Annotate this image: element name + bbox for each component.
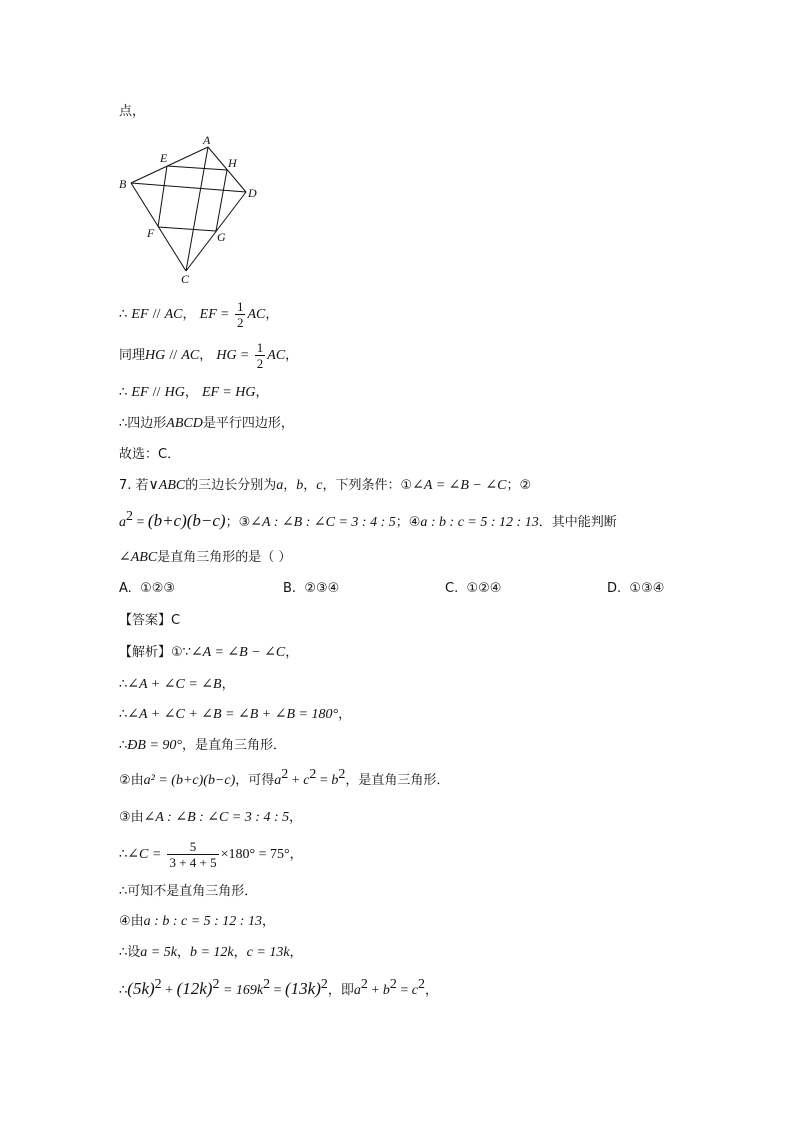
proof-line-1 bbox=[119, 300, 278, 330]
question-7-line-3: ∠ABC是直角三角形的是（ ） bbox=[119, 550, 292, 565]
fraction-half: $\frac{1}{2}$ bbox=[256, 340, 264, 371]
segment-hg: HG bbox=[145, 348, 166, 363]
comma: ， bbox=[182, 307, 196, 322]
analysis-line-6: ③由∠A : ∠B : ∠C = 3 : 4 : 5， bbox=[119, 810, 303, 825]
segment-ef: EF bbox=[199, 307, 217, 322]
equals: = bbox=[220, 307, 229, 322]
fraction-half: $\frac{1}{2}$ bbox=[236, 299, 244, 330]
analysis-line-1: 【解析】①∵∠A = ∠B − ∠C， bbox=[119, 645, 299, 660]
analysis-line-9: ④由a : b : c = 5 : 12 : 13， bbox=[119, 914, 275, 929]
label-h: H bbox=[228, 156, 237, 170]
analysis-line-10: ∴设a = 5k，b = 12k，c = 13k， bbox=[119, 945, 303, 960]
label-b: B bbox=[119, 177, 127, 191]
analysis-line-8: ∴可知不是直角三角形． bbox=[119, 884, 258, 899]
parallel-symbol: // bbox=[169, 348, 178, 363]
segment-dc bbox=[186, 192, 246, 271]
segment-ac: AC bbox=[181, 348, 200, 363]
proof-line-5: 故选：C． bbox=[119, 447, 181, 462]
label-d: D bbox=[248, 186, 257, 200]
label-c: C bbox=[181, 272, 190, 285]
tongli-text: 同理 bbox=[119, 348, 146, 363]
option-d[interactable]: D. ①③④ bbox=[607, 581, 665, 596]
segment-ac: AC bbox=[267, 348, 286, 363]
segment-hg: HG bbox=[216, 348, 237, 363]
label-g: G bbox=[217, 230, 226, 244]
comma: ， bbox=[285, 348, 299, 363]
proof-line-3: ∴ EF // HG， EF = HG， bbox=[119, 385, 269, 400]
diagonal-ac bbox=[186, 147, 208, 271]
label-e: E bbox=[160, 151, 168, 165]
segment-ab bbox=[131, 147, 208, 183]
segment-ac: AC bbox=[164, 307, 183, 322]
answer-line: 【答案】C bbox=[119, 613, 181, 628]
diagonal-bd bbox=[131, 183, 246, 192]
analysis-line-5: ②由a² = (b+c)(b−c)，可得$a^2 + c^2 = b^2$，是直角三角形． bbox=[119, 767, 450, 788]
label-a: A bbox=[203, 133, 211, 147]
parallel-symbol: // bbox=[152, 307, 161, 322]
analysis-line-11: $\therefore(5k)^2 + (12k)^2 = 169k^2 = (13k)^2$，即$a^2 + b^2 = c^2$， bbox=[119, 977, 438, 998]
analysis-line-7: ∴∠C = $\frac{5}{3 + 4 + 5}$ ×180° = 75°， bbox=[119, 839, 303, 870]
equals: = bbox=[240, 348, 249, 363]
text-line-dian: 点， bbox=[119, 104, 146, 119]
segment-ac: AC bbox=[247, 307, 266, 322]
segment-fe bbox=[158, 166, 167, 227]
option-a[interactable]: A. ①②③ bbox=[119, 581, 176, 596]
therefore-symbol: ∴ bbox=[119, 307, 128, 322]
question-7-line-1: 7. 若∨ABC的三边长分别为a，b，c，下列条件：①∠A = ∠B − ∠C；② bbox=[119, 478, 532, 493]
segment-gf bbox=[158, 227, 216, 231]
segment-hg bbox=[216, 170, 227, 231]
question-7-line-2: $a^2 = (b+c)(b-c)$；③∠A : ∠B : ∠C = 3 : 4 : 5；④a : b : c = 5 : 12 : 13．其中能判断 bbox=[119, 509, 617, 530]
comma: ， bbox=[199, 348, 213, 363]
label-f: F bbox=[147, 226, 155, 240]
fraction-angle-c: $\frac{5}{3 + 4 + 5}$ bbox=[169, 839, 217, 870]
comma: ， bbox=[265, 307, 279, 322]
quadrilateral-figure bbox=[112, 130, 262, 285]
option-c[interactable]: C. ①②④ bbox=[445, 581, 502, 596]
proof-line-4: ∴四边形ABCD是平行四边形， bbox=[119, 416, 294, 431]
segment-ef: EF bbox=[131, 307, 149, 322]
analysis-line-4: ∴ÐB = 90°，是直角三角形． bbox=[119, 738, 287, 753]
analysis-line-2: ∴∠A + ∠C = ∠B， bbox=[119, 677, 235, 692]
proof-line-2 bbox=[119, 341, 298, 371]
option-b[interactable]: B. ②③④ bbox=[283, 581, 340, 596]
analysis-line-3: ∴∠A + ∠C + ∠B = ∠B + ∠B = 180°， bbox=[119, 707, 352, 722]
segment-eh bbox=[167, 166, 227, 170]
